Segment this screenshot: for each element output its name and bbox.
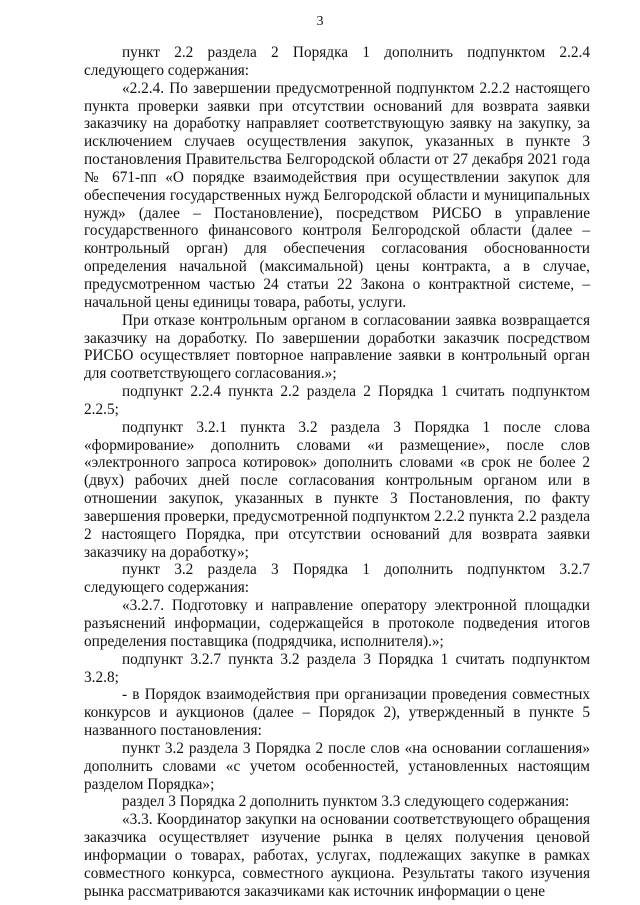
paragraph: раздел 3 Порядка 2 дополнить пунктом 3.3 следующего содержания: — [122, 793, 570, 811]
paragraph: подпункт 2.2.4 пункта 2.2 раздела 2 Порядка 1 считать подпунктом 2.2.5; — [84, 383, 590, 418]
paragraph: подпункт 3.2.7 пункта 3.2 раздела 3 Порядка 1 считать подпунктом 3.2.8; — [84, 650, 590, 686]
paragraph: пункт 3.2 раздела 3 Порядка 2 после слов «на основании соглашения» дополнить словами «с учетом особенностей, установленных настоящим разделом Порядка»; — [84, 739, 590, 793]
paragraph: пункт 2.2 раздела 2 Порядка 1 дополнить подпунктом 2.2.4 следующего содержания: — [84, 44, 590, 79]
paragraph: «3.2.7. Подготовку и направление оператору электронной площадки разъяснений информации, содержащейся в протоколе подведения итогов определения поставщика (подрядчика, исполнителя).»; — [84, 597, 590, 650]
document-body — [84, 44, 590, 901]
paragraph: «2.2.4. По завершении предусмотренной подпунктом 2.2.2 настоящего пункта проверки заявки при отсутствии оснований для возврата заявки заказчику на доработку направляет соответствующую заявку на закупку, за исключением случаев осуществления закупок, указанных в пункте 3 постановления Правительства Белгородской области от 27 декабря 2021 года № 671-пп «О порядке взаимодействия при осуществлении закупок для обеспечения государственных нужд Белгородской области и муниципальных нужд» (далее – Постановление), посредством РИСБО в управление государственного финансового контроля Белгородской области (далее – контрольный орган) для обеспечения согласования обоснованности определения начальной (максимальной) цены контракта, а в случае, предусмотренном частью 24 статьи 22 Закона о контрактной системе, – начальной цены единицы товара, работы, услуги. — [84, 79, 590, 311]
paragraph: пункт 3.2 раздела 3 Порядка 1 дополнить подпунктом 3.2.7 следующего содержания: — [84, 561, 590, 597]
page-number: 3 — [316, 14, 324, 29]
paragraph: «3.3. Координатор закупки на основании соответствующего обращения заказчика осуществляет изучение рынка в целях получения ценовой информации о товарах, работах, услугах, подлежащих закупке в рамках совместного конкурса, совместного аукциона. Результаты такого изучения рынка рассматриваются заказчиками как источник информации о цене — [84, 811, 590, 900]
paragraph: - в Порядок взаимодействия при организации проведения совместных конкурсов и аукционов (далее – Порядок 2), утвержденный в пункте 5 названного постановления: — [84, 686, 590, 740]
paragraph: подпункт 3.2.1 пункта 3.2 раздела 3 Порядка 1 после слова «формирование» дополнить словами «и размещение», после слов «электронного запроса котировок» дополнить словами «в срок не более 2 (двух) рабочих дней после согласования контрольным органом или в отношении закупок, указанных в пункте 3 Постановления, по факту завершения проверки, предусмотренной подпунктом 2.2.2 пункта 2.2 раздела 2 настоящего Порядка, при отсутствии оснований для возврата заявки заказчику на доработку»; — [84, 418, 590, 561]
paragraph: При отказе контрольным органом в согласовании заявка возвращается заказчику на доработку. По завершении доработки заказчик посредством РИСБО осуществляет повторное направление заявки в контрольный орган для соответствующего согласования.»; — [84, 311, 590, 383]
